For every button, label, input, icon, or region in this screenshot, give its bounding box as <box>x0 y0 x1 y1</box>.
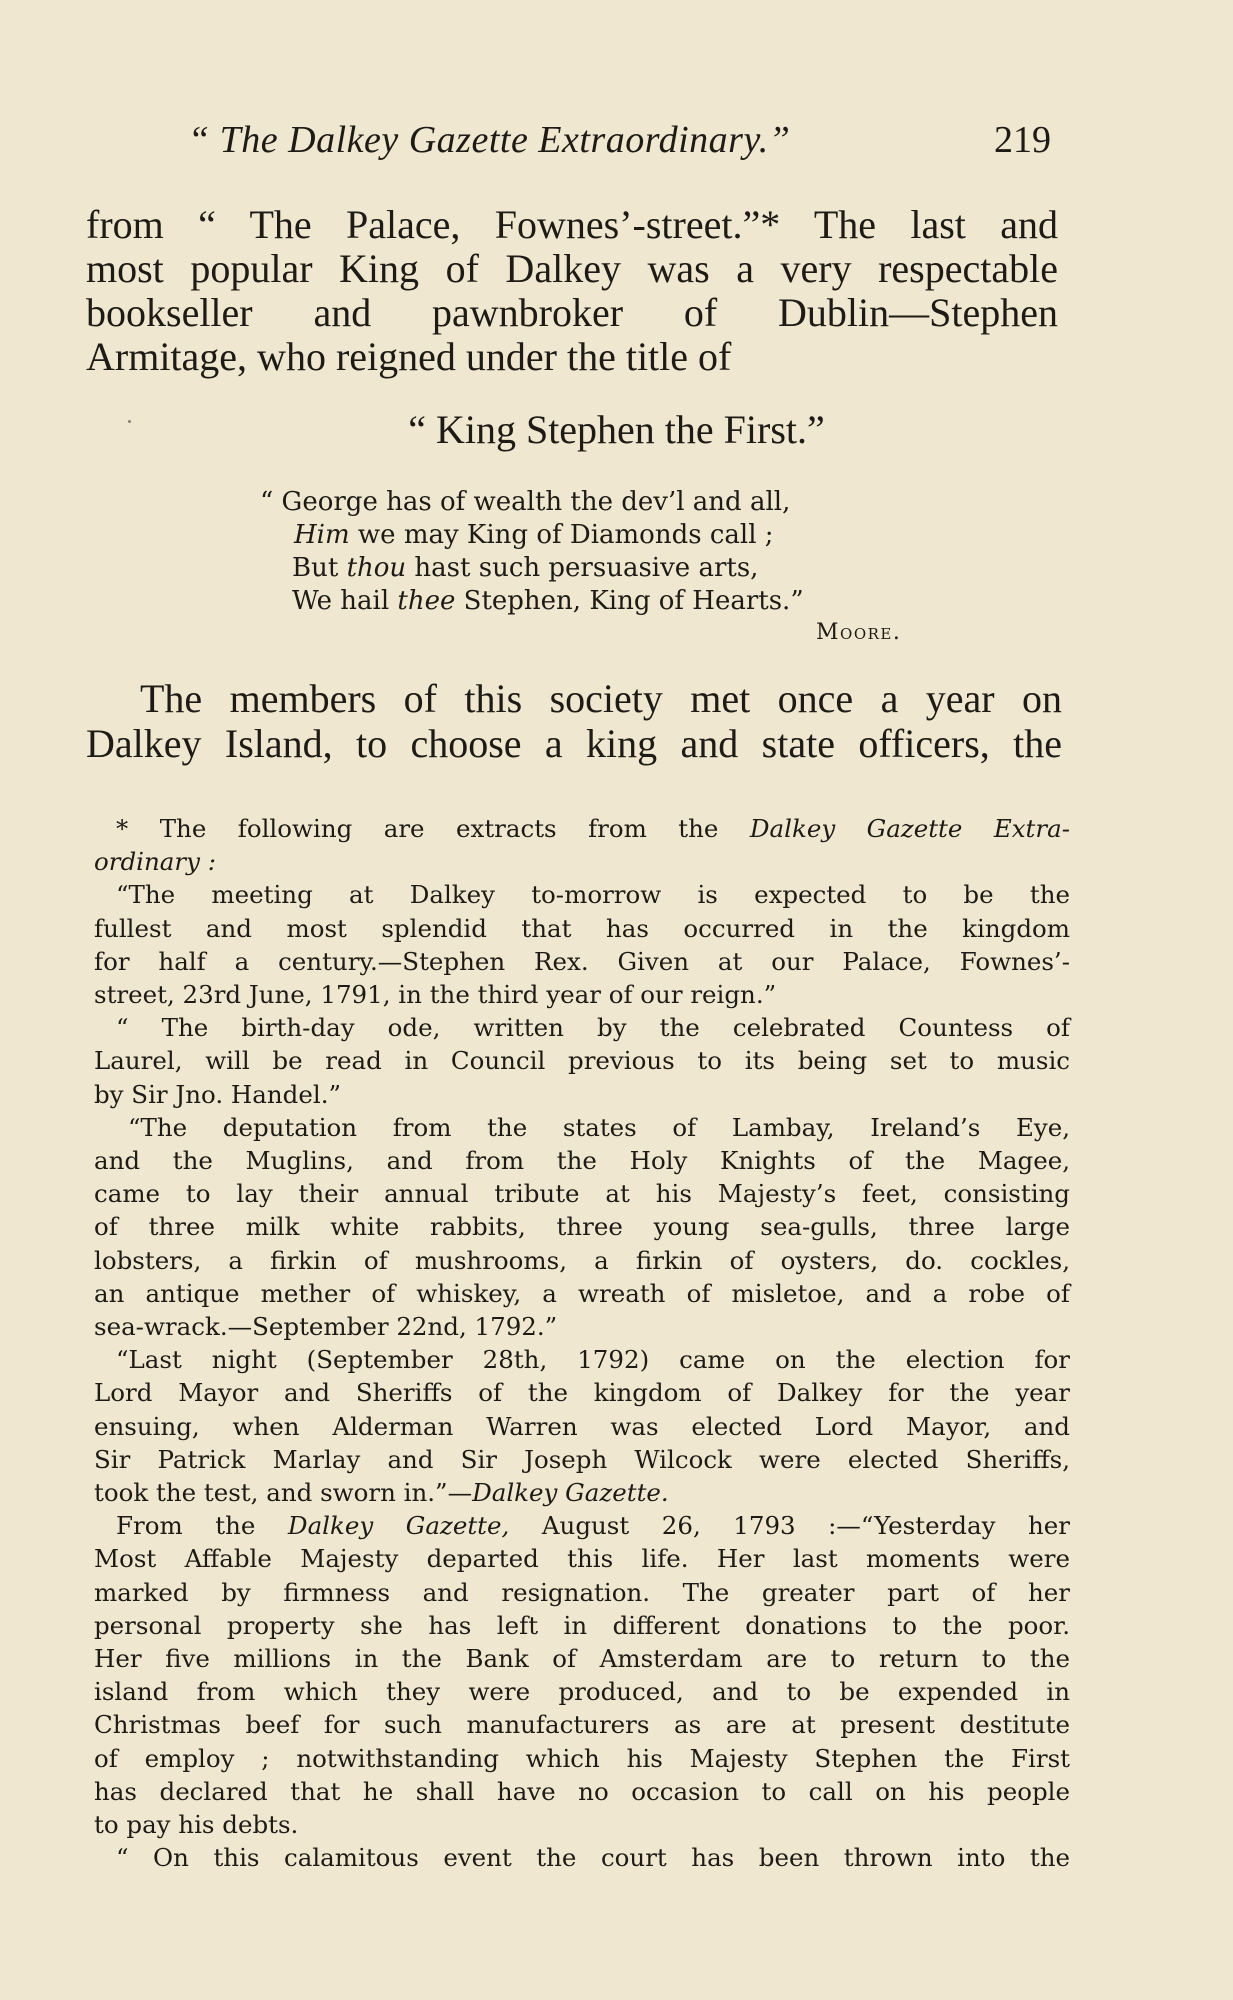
body-line: Dalkey Island, to choose a king and state officers, the <box>86 721 1062 766</box>
print-speck <box>128 420 131 423</box>
footnote-line <box>94 1509 1070 1542</box>
poem-text: we may King of Diamonds call ; <box>349 520 774 550</box>
footnote-text: “Last night (September 28th, 1792) came on the election for <box>116 1345 1070 1375</box>
footnote-line <box>94 1775 1070 1808</box>
footnote-line <box>94 1343 1070 1376</box>
body-line: Armitage, who reigned under the title of <box>86 334 732 379</box>
footnote-line <box>94 1376 1070 1409</box>
poem-line: “ George has of wealth the dev’l and all, <box>260 487 791 517</box>
footnote-text: personal property she has left in different donations to the poor. <box>94 1610 1070 1640</box>
footnote-line <box>94 1111 1070 1144</box>
footnote-text: Laurel, will be read in Council previous to its being set to music <box>94 1046 1070 1076</box>
footnote-line <box>94 1609 1070 1642</box>
footnote-text: fullest and most splendid that has occurred in the kingdom <box>94 913 1070 943</box>
footnote-line <box>94 1742 1070 1775</box>
footnote-text: marked by firmness and resignation. The greater part of her <box>94 1577 1070 1607</box>
footnote-text: took the test, and sworn in.”— <box>94 1478 473 1508</box>
footnote-text: “The meeting at Dalkey to-morrow is expected to be the <box>116 880 1070 910</box>
footnote-text: “ On this calamitous event the court has been thrown into the <box>116 1843 1070 1873</box>
footnote-text: Her five millions in the Bank of Amsterdam are to return to the <box>94 1644 1070 1674</box>
footnote-italic: Dalkey Gazette. <box>472 1478 669 1508</box>
poem-line <box>260 552 940 585</box>
footnote-text: “ The birth-day ode, written by the celebrated Countess of <box>116 1013 1070 1043</box>
footnote-line <box>94 845 1070 878</box>
footnote-line <box>94 1277 1070 1310</box>
footnote-text: lobsters, a firkin of mushrooms, a firkin of oysters, do. cockles, <box>94 1245 1070 1275</box>
footnote-text: of employ ; notwithstanding which his Majesty Stephen the First <box>94 1743 1070 1773</box>
footnote-line <box>94 1642 1070 1675</box>
footnote-line <box>94 1476 1070 1509</box>
footnote-line <box>94 1576 1070 1609</box>
footnote-text: island from which they were produced, and to be expended in <box>94 1677 1070 1707</box>
footnote-line <box>94 1011 1070 1044</box>
body-line: The members of this society met once a year on <box>140 676 1062 721</box>
footnote-line <box>94 1808 1070 1841</box>
footnote-line <box>94 812 1070 845</box>
running-title: “ The Dalkey Gazette Extraordinary.” <box>188 119 791 161</box>
poem-author: Moore. <box>816 620 902 645</box>
footnote-line <box>94 912 1070 945</box>
footnote-text: by Sir Jno. Handel.” <box>94 1079 342 1109</box>
footnote-block <box>94 812 1070 1875</box>
footnote-line <box>94 1210 1070 1243</box>
footnote-line <box>94 978 1070 1011</box>
footnote-text: an antique mether of whiskey, a wreath of misletoe, and a robe of <box>94 1278 1070 1308</box>
footnote-line <box>94 1078 1070 1111</box>
footnote-text: * The following are extracts from the <box>116 814 750 843</box>
footnote-text: Most Affable Majesty departed this life. Her last moments were <box>94 1544 1070 1574</box>
footnote-line <box>94 1542 1070 1575</box>
footnote-line <box>94 1244 1070 1277</box>
poem-italic: thou <box>346 553 407 583</box>
poem-epigraph <box>260 486 940 618</box>
footnote-text: Sir Patrick Marlay and Sir Joseph Wilcock were elected Sheriffs, <box>94 1444 1070 1474</box>
footnote-text: sea-wrack.—September 22nd, 1792.” <box>94 1312 558 1342</box>
footnote-text: Lord Mayor and Sheriffs of the kingdom of Dalkey for the year <box>94 1378 1070 1408</box>
poem-italic: Him <box>294 520 350 550</box>
poem-line <box>260 519 940 552</box>
footnote-text: came to lay their annual tribute at his Majesty’s feet, consisting <box>94 1179 1070 1209</box>
running-head <box>0 118 1233 161</box>
body-line: from “ The Palace, Fownes’-street.”* The last and <box>86 202 1058 247</box>
footnote-text: and the Muglins, and from the Holy Knights of the Magee, <box>94 1146 1070 1176</box>
footnote-line <box>94 1841 1070 1874</box>
footnote-line <box>94 1144 1070 1177</box>
footnote-line <box>94 945 1070 978</box>
footnote-line <box>94 1675 1070 1708</box>
footnote-italic: Dalkey Gazette Extra- <box>749 814 1070 843</box>
poem-text: Stephen, King of Hearts.” <box>455 586 804 616</box>
footnote-line <box>94 1044 1070 1077</box>
body-line: most popular King of Dalkey was a very respectable <box>86 246 1058 291</box>
page-number: 219 <box>994 119 1051 161</box>
footnote-text: “The deputation from the states of Lambay, Ireland’s Eye, <box>128 1112 1070 1142</box>
footnote-italic: Dalkey Gazette, <box>287 1511 510 1541</box>
poem-text: hast such persuasive arts, <box>406 553 759 583</box>
footnote-line <box>94 1177 1070 1210</box>
footnote-text: ensuing, when Alderman Warren was elected Lord Mayor, and <box>94 1411 1070 1441</box>
footnote-text: Christmas beef for such manufacturers as are at present destitute <box>94 1710 1070 1740</box>
poem-text: We hail <box>292 586 398 616</box>
footnote-text: From the <box>116 1511 288 1541</box>
footnote-line <box>94 1310 1070 1343</box>
footnote-line <box>94 1708 1070 1741</box>
body-line: bookseller and pawnbroker of Dublin—Stephen <box>86 290 1058 335</box>
footnote-text: of three milk white rabbits, three young sea-gulls, three large <box>94 1212 1070 1242</box>
poem-text: But <box>292 553 347 583</box>
footnote-italic: ordinary : <box>94 847 216 877</box>
footnote-line <box>94 1410 1070 1443</box>
footnote-line <box>94 1443 1070 1476</box>
footnote-text: for half a century.—Stephen Rex. Given at our Palace, Fownes’- <box>94 946 1070 976</box>
body-paragraph-2 <box>86 676 1062 766</box>
footnote-text: to pay his debts. <box>94 1810 299 1840</box>
footnote-text: has declared that he shall have no occasion to call on his people <box>94 1776 1070 1806</box>
body-paragraph-1 <box>86 203 1058 379</box>
footnote-text: street, 23rd June, 1791, in the third year of our reign.” <box>94 980 777 1010</box>
section-heading: “ King Stephen the First.” <box>408 407 825 452</box>
poem-line <box>260 585 940 618</box>
footnote-text: August 26, 1793 :—“Yesterday her <box>509 1511 1070 1541</box>
poem-italic: thee <box>397 586 456 616</box>
footnote-line <box>94 878 1070 911</box>
